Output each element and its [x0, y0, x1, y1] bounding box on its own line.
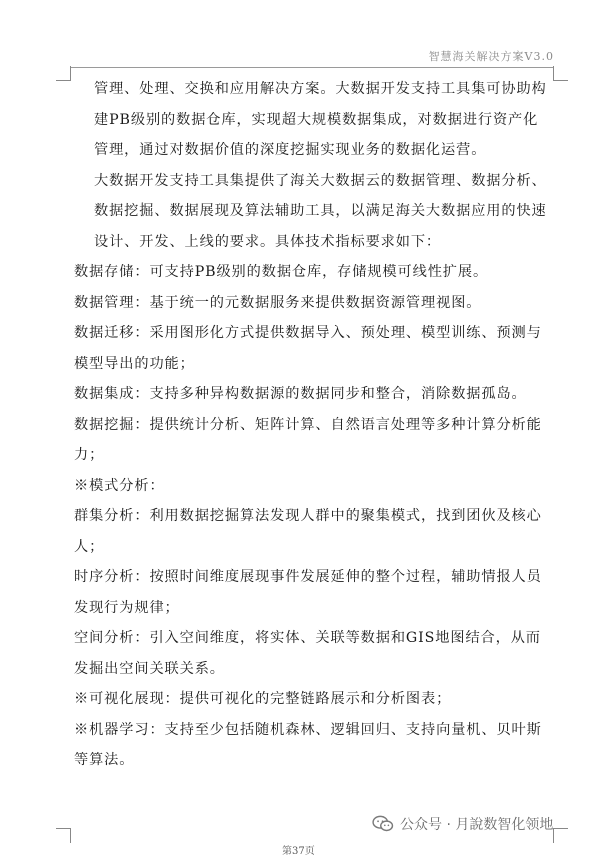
body-text	[74, 74, 552, 776]
wechat-icon	[372, 815, 394, 833]
list-item: 群集分析：利用数据挖掘算法发现人群中的聚集模式，找到团伙及核心人；	[74, 508, 542, 555]
list-item: 数据迁移：采用图形化方式提供数据导入、预处理、模型训练、预测与模型导出的功能；	[74, 325, 542, 372]
crop-mark-top-left	[56, 66, 71, 81]
list-item: 时序分析：按照时间维度展现事件发展延伸的整个过程，辅助情报人员发现行为规律；	[74, 569, 542, 616]
list-item: 数据管理：基于统一的元数据服务来提供数据资源管理视图。	[74, 294, 482, 311]
paragraph: 大数据开发支持工具集提供了海关大数据云的数据管理、数据分析、数据挖掘、数据展现及算法辅助工具，以满足海关大数据应用的快速设计、开发、上线的要求。具体技术指标要求如下：	[94, 172, 547, 250]
list-item: 空间分析：引入空间维度，将实体、关联等数据和GIS地图结合，从而发掘出空间关联关系。	[74, 630, 541, 677]
list-item: 数据存储：可支持PB级别的数据仓库，存储规模可线性扩展。	[74, 264, 489, 280]
crop-mark-top-right	[553, 66, 568, 81]
crop-mark-bottom-left	[56, 828, 71, 843]
list-item: 数据集成：支持多种异构数据源的数据同步和整合，消除数据孤岛。	[74, 386, 527, 402]
watermark	[372, 814, 553, 834]
header-rule	[70, 67, 554, 68]
list-item: ※模式分析：	[74, 477, 165, 494]
page-header-title: 智慧海关解决方案V3.0	[428, 50, 554, 63]
paragraph: 管理、处理、交换和应用解决方案。大数据开发支持工具集可协助构建PB级别的数据仓库，实现超大规模数据集成，对数据进行资产化管理，通过对数据价值的深度挖掘实现业务的数据化运营。	[94, 81, 547, 158]
page-number: 第37页	[282, 846, 315, 857]
crop-mark-bottom-right	[553, 828, 568, 843]
list-item: ※机器学习：支持至少包括随机森林、逻辑回归、支持向量机、贝叶斯等算法。	[74, 721, 542, 768]
watermark-text: 公众号 · 月說数智化领地	[400, 817, 554, 833]
list-item: 数据挖掘：提供统计分析、矩阵计算、自然语言处理等多种计算分析能力；	[74, 416, 542, 463]
list-item: ※可视化展现：提供可视化的完整链路展示和分析图表；	[74, 691, 452, 707]
